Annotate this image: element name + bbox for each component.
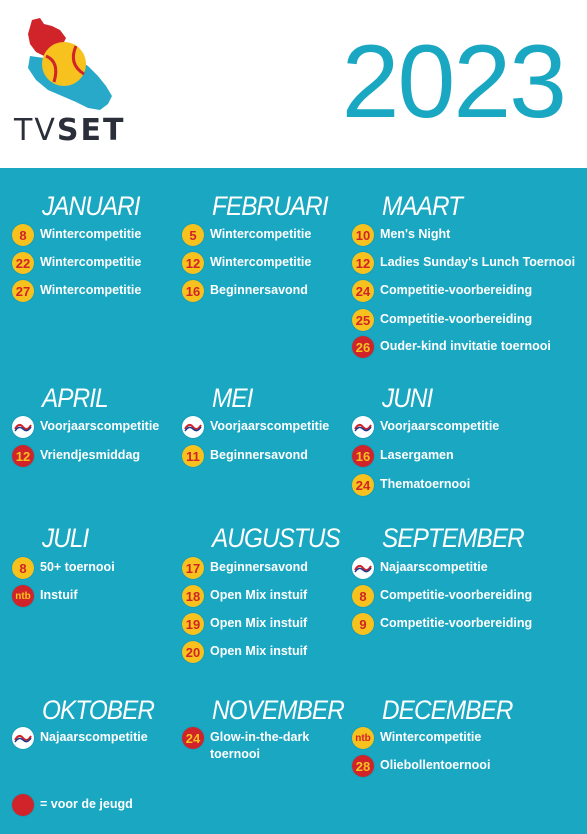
date-badge [352,474,374,496]
youth-date-badge [182,727,204,749]
badge-number: 9 [359,616,367,632]
badge-number: 26 [355,339,371,355]
badge-number: 18 [185,588,201,604]
event-label: Beginnersavond [210,560,308,574]
event-item [12,224,141,246]
badge-number: ntb [355,732,371,744]
event-item [12,727,148,749]
competition-wave-icon [12,416,34,438]
competition-wave-icon [182,416,204,438]
event-item [182,727,330,763]
brand-bold: SET [56,113,126,148]
youth-date-badge [352,336,374,358]
event-item [182,585,307,607]
youth-badge-icon [12,794,34,816]
event-item [182,280,308,302]
event-item [12,557,115,579]
date-badge [352,252,374,274]
date-badge [352,309,374,331]
youth-date-badge [352,755,374,777]
event-label: Najaarscompetitie [40,730,148,744]
event-label: Beginnersavond [210,448,308,462]
event-label: Wintercompetitie [40,227,142,241]
badge-number: 19 [185,616,201,632]
event-label: Thematoernooi [380,477,471,491]
event-label: Competitie-voorbereiding [380,283,533,297]
event-item [352,445,454,467]
badge-number: 8 [359,588,367,604]
event-item [352,613,532,635]
month-title-november: NOVEMBER [212,695,344,725]
event-label: Glow-in-the-dark toernooi [210,730,310,761]
date-badge [12,224,34,246]
event-item [12,416,159,438]
date-badge [12,280,34,302]
youth-date-badge [12,585,34,607]
date-badge [182,252,204,274]
event-label: Ouder-kind invitatie toernooi [380,339,551,353]
event-label: Wintercompetitie [210,227,312,241]
badge-number: 20 [185,644,201,660]
badge-number: 8 [19,227,27,243]
youth-date-badge [352,445,374,467]
month-title-september: SEPTEMBER [382,523,524,553]
event-label: Voorjaarscompetitie [40,419,160,433]
event-item [12,280,141,302]
badge-number: 24 [355,283,371,299]
badge-number: 24 [355,477,371,493]
month-title-januari: JANUARI [42,191,140,221]
event-item [182,224,311,246]
date-badge [182,585,204,607]
badge-number: 8 [19,560,27,576]
event-item [352,309,532,331]
event-label: 50+ toernooi [40,560,115,574]
date-badge [352,585,374,607]
event-item [182,641,307,663]
date-badge [182,641,204,663]
event-item [182,613,307,635]
badge-number: 28 [355,758,371,774]
event-item [352,252,575,274]
month-title-juli: JULI [42,523,89,553]
event-item [352,585,532,607]
badge-number: 16 [355,448,371,464]
badge-number: 25 [355,312,371,328]
event-label: Open Mix instuif [210,616,308,630]
brand-pre: TV [14,113,57,148]
date-badge [182,224,204,246]
year-title: 2023 [341,24,565,140]
month-title-december: DECEMBER [382,695,513,725]
event-label: Najaarscompetitie [380,560,488,574]
legend [12,794,133,816]
date-badge [352,613,374,635]
event-label: Competitie-voorbereiding [380,616,533,630]
month-title-oktober: OKTOBER [42,695,155,725]
event-item [352,336,551,358]
event-label: Lasergamen [380,448,454,462]
event-item [352,755,490,777]
event-label: Ladies Sunday's Lunch Toernooi [380,255,576,269]
badge-number: 22 [15,255,31,271]
event-label: Competitie-voorbereiding [380,588,533,602]
badge-number: 10 [355,227,371,243]
date-badge [352,727,374,749]
month-title-mei: MEI [212,383,253,413]
event-item [182,416,329,438]
badge-number: 24 [185,730,201,746]
event-item [182,557,308,579]
month-title-februari: FEBRUARI [212,191,328,221]
brand-name [14,113,125,148]
youth-date-badge [12,445,34,467]
date-badge [352,280,374,302]
event-label: Voorjaarscompetitie [210,419,330,433]
event-item [352,280,532,302]
month-title-juni: JUNI [382,383,433,413]
header [0,0,587,168]
badge-number: 5 [189,227,197,243]
event-label: Oliebollentoernooi [380,758,491,772]
badge-number: 12 [185,255,201,271]
event-label: Wintercompetitie [40,283,142,297]
event-item [12,252,141,274]
badge-number: ntb [15,590,31,602]
event-item [352,474,470,496]
event-item [352,416,499,438]
badge-number: 27 [15,283,31,299]
event-item [182,445,308,467]
event-item [352,557,488,579]
event-label: Men's Night [380,227,451,241]
event-item [352,224,450,246]
competition-wave-icon [12,727,34,749]
month-title-april: APRIL [42,383,108,413]
badge-number: 11 [186,448,200,464]
event-item [352,727,481,749]
event-label: Wintercompetitie [210,255,312,269]
event-item [182,252,311,274]
badge-number: 12 [355,255,371,271]
date-badge [182,280,204,302]
badge-number: 16 [185,283,201,299]
event-label: Voorjaarscompetitie [380,419,500,433]
badge-number: 17 [185,560,201,576]
badge-number: 12 [15,448,31,464]
event-label: Beginnersavond [210,283,308,297]
event-item [12,585,78,607]
event-item [12,445,140,467]
date-badge [182,445,204,467]
date-badge [352,224,374,246]
month-title-augustus: AUGUSTUS [212,523,340,553]
event-label: Wintercompetitie [380,730,482,744]
competition-wave-icon [352,416,374,438]
date-badge [182,557,204,579]
date-badge [12,557,34,579]
event-label: Wintercompetitie [40,255,142,269]
month-title-maart: MAART [382,191,463,221]
event-label: Vriendjesmiddag [40,448,141,462]
event-label: Open Mix instuif [210,644,308,658]
date-badge [182,613,204,635]
competition-wave-icon [352,557,374,579]
event-label: Open Mix instuif [210,588,308,602]
date-badge [12,252,34,274]
legend-text: = voor de jeugd [40,797,133,811]
event-label: Competitie-voorbereiding [380,312,533,326]
event-label: Instuif [40,588,78,602]
